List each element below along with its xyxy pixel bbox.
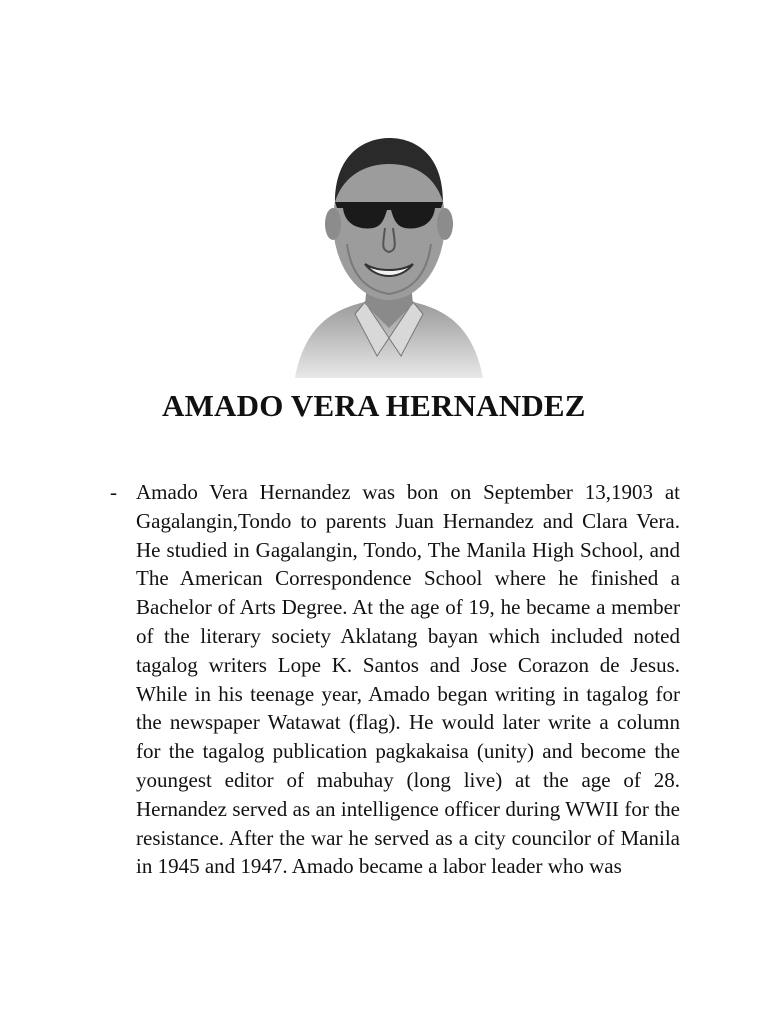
portrait-photo (285, 124, 493, 378)
bullet-dash: - (110, 480, 117, 504)
biography-list-item (110, 478, 680, 881)
biography-paragraph: Amado Vera Hernandez was bon on September 13,1903 at Gagalangin,Tondo to parents Juan Hernandez and Clara Vera. He studied in Gagalangin, Tondo, The Manila High School, and The American Correspondence School where he finished a Bachelor of Arts Degree. At the age of 19, he became a member of the literary society Aklatang bayan which included noted tagalog writers Lope K. Santos and Jose Corazon de Jesus. While in his teenage year, Amado began writing in tagalog for the newspaper Watawat (flag). He would later write a column for the tagalog publication pagkakaisa (unity) and become the youngest editor of mabuhay (long live) at the age of 28. Hernandez served as an intelligence officer during WWII for the resistance. After the war he served as a city councilor of Manila in 1945 and 1947. Amado became a labor leader who was (136, 480, 680, 879)
page-title: AMADO VERA HERNANDEZ (162, 388, 586, 423)
